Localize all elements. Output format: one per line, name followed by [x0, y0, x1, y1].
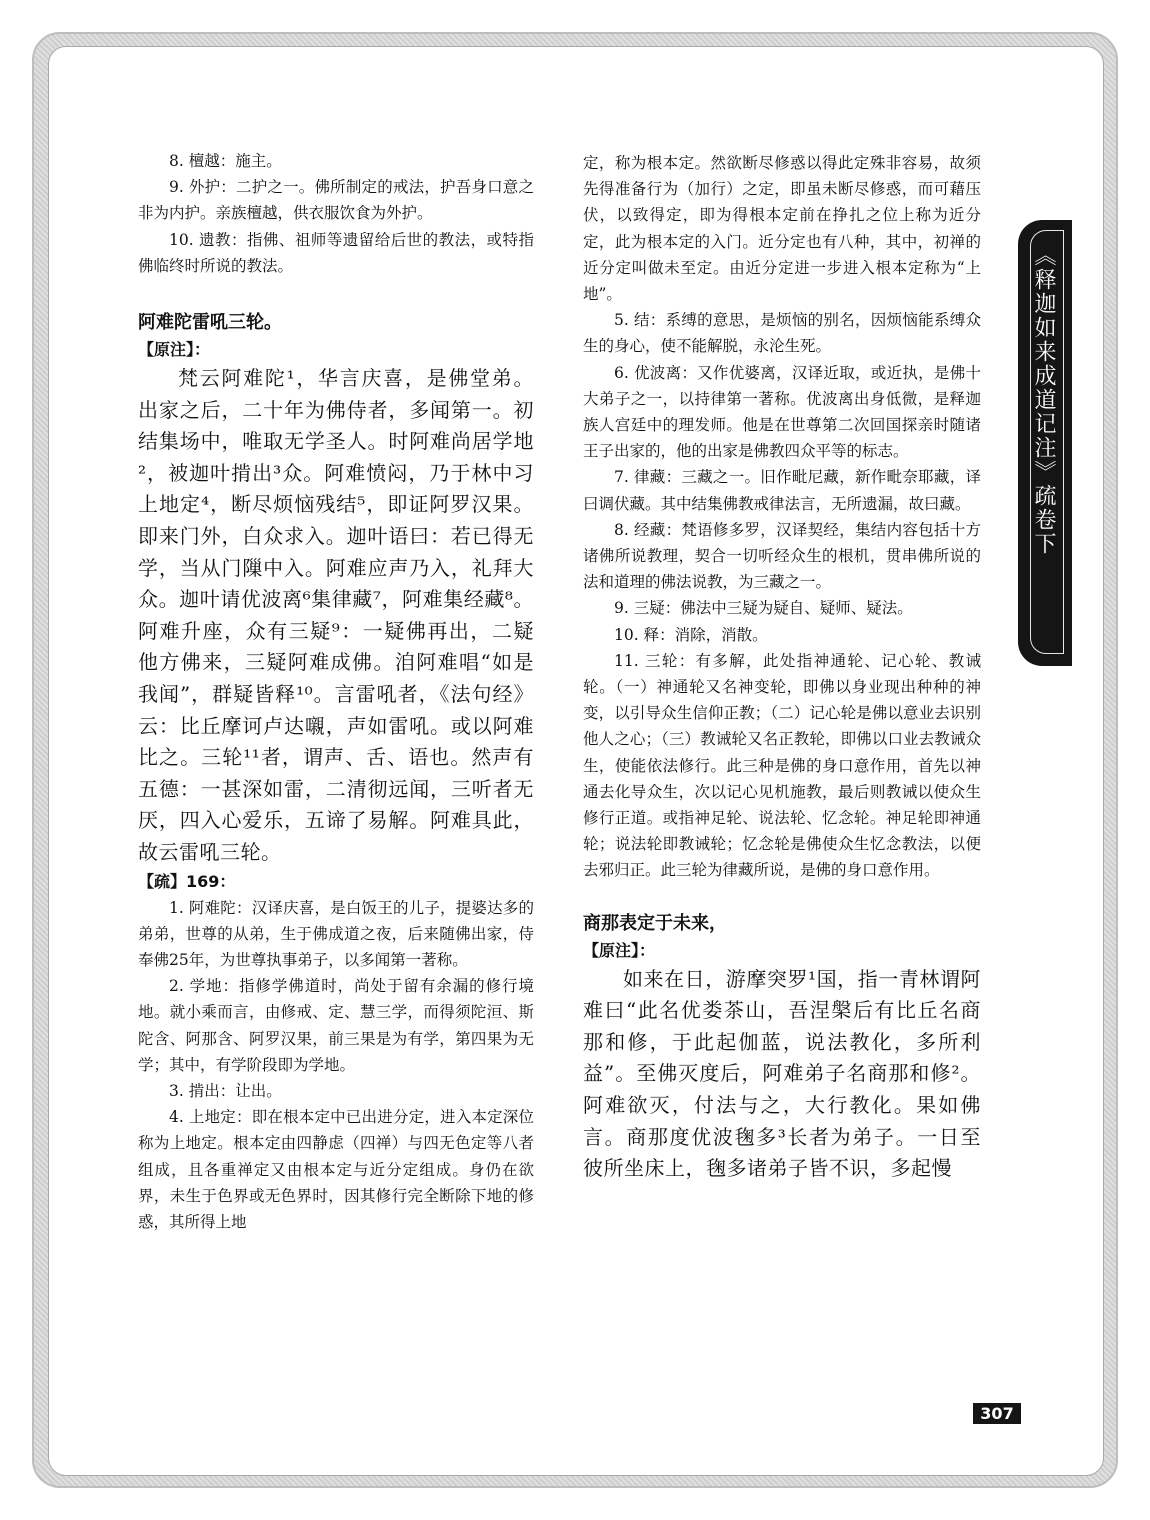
note-item: 1. 阿难陀：汉译庆喜，是白饭王的儿子，提婆达多的弟弟，世尊的从弟，生于佛成道之夜，后来随佛出家，侍奉佛25年，为世尊执事弟子，以多闻第一著称。	[138, 898, 534, 969]
page-number: 307	[973, 1403, 1021, 1424]
side-tab-title: 《释迦如来成道记注》疏卷下	[1031, 244, 1056, 556]
original-note-tag: 【原注】：	[138, 340, 211, 360]
note-item: 8. 经藏：梵语修多罗，汉译契经，集结内容包括十方诸佛所说教理，契合一切听经众生的根机，贯串佛所说的法和道理的佛法说教，为三藏之一。	[583, 520, 981, 592]
note-item: 10. 遗教：指佛、祖师等遗留给后世的教法，或特指佛临终时所说的教法。	[138, 230, 534, 275]
note-item: 10. 释：消除，消散。	[614, 625, 768, 644]
note-item: 定，称为根本定。然欲断尽修惑以得此定殊非容易，故须先得准备行为（加行）之定，即虽未断尽修惑，而可藉压伏，以致得定，即为得根本定前在挣扎之位上称为近分定，此为根本定的入门。近分定也有八种，其中，初禅的近分定叫做未至定。由近分定进一步进入根本定称为“上地”。	[583, 154, 981, 304]
note-item: 11. 三轮：有多解，此处指神通轮、记心轮、教诫轮。（一）神通轮又名神变轮，即佛以身业现出种种的神变，以引导众生信仰正教；（二）记心轮是佛以意业去识别他人之心；（三）教诫轮又名正教轮，即佛以口业去教诫众生，使能依法修行。此三种是佛的身口意作用，首先以神通去化导众生，次以记心见机施教，最后则教诫以使众生修行正道。或指神足轮、说法轮、忆念轮。神足轮即神通轮；说法轮即教诫轮；忆念轮是佛使众生忆念教法，以便去邪归正。此三轮为律藏所说，是佛的身口意作用。	[583, 651, 981, 880]
main-text: 梵云阿难陀¹，华言庆喜，是佛堂弟。出家之后，二十年为佛侍者，多闻第一。初结集场中，唯取无学圣人。时阿难尚居学地²，被迦叶掯出³众。阿难愤闷，乃于林中习上地定⁴，断尽烦恼残结⁵，即证阿罗汉果。即来门外，白众求入。迦叶语曰：若已得无学，当从门隟中入。阿难应声乃入，礼拜大众。迦叶请优波离⁶集律藏⁷，阿难集经藏⁸。阿难升座，众有三疑⁹：一疑佛再出，二疑他方佛来，三疑阿难成佛。洎阿难唱“如是我闻”，群疑皆释¹⁰。言雷吼者，《法句经》云：比丘摩诃卢达嚫，声如雷吼。或以阿难比之。三轮¹¹者，谓声、舌、语也。然声有五德：一甚深如雷，二清彻远闻，三听者无厌，四入心爱乐，五谛了易解。阿难具此，故云雷吼三轮。	[138, 366, 534, 864]
chapter-side-tab	[1018, 220, 1072, 666]
note-item: 5. 结：系缚的意思，是烦恼的别名，因烦恼能系缚众生的身心，使不能解脱，永沦生死。	[583, 311, 981, 356]
section-heading: 商那表定于未来，	[583, 912, 727, 934]
note-item: 4. 上地定：即在根本定中已出进分定，进入本定深位称为上地定。根本定由四静虑（四禅）与四无色定等八者组成，且各重禅定又由根本定与近分定组成。身仍在欲界，未生于色界或无色界时，因其修行完全断除下地的修惑，其所得上地	[138, 1108, 534, 1231]
original-note-tag: 【原注】：	[583, 940, 656, 960]
note-item: 9. 三疑：佛法中三疑为疑自、疑师、疑法。	[614, 599, 913, 618]
note-item: 9. 外护：二护之一。佛所制定的戒法，护吾身口意之非为内护。亲族檀越，供衣服饮食为外护。	[138, 178, 534, 223]
note-item: 7. 律藏：三藏之一。旧作毗尼藏，新作毗奈耶藏，译曰调伏藏。其中结集佛教戒律法言，无所遗漏，故曰藏。	[583, 468, 981, 513]
note-item: 6. 优波离：又作优婆离，汉译近取，或近执，是佛十大弟子之一，以持律第一著称。优波离出身低微，是释迦族人宫廷中的理发师。他是在世尊第二次回国探亲时随诸王子出家的，他的出家是佛教四众平等的标志。	[583, 363, 981, 461]
commentary-tag: 【疏】169：	[138, 871, 236, 891]
main-text: 如来在日，游摩突罗¹国，指一青林谓阿难曰“此名优娄茶山，吾涅槃后有比丘名商那和修，于此起伽蓝，说法教化，多所利益”。至佛灭度后，阿难弟子名商那和修²。阿难欲灭，付法与之，大行教化。果如佛言。商那度优波毱多³长者为弟子。一日至彼所坐床上，毱多诸弟子皆不识，多起慢	[583, 966, 981, 1181]
note-item: 2. 学地：指修学佛道时，尚处于留有余漏的修行境地。就小乘而言，由修戒、定、慧三学，而得须陀洹、斯陀含、阿那含、阿罗汉果，前三果是为有学，第四果为无学；其中，有学阶段即为学地。	[138, 977, 534, 1074]
left-column	[138, 148, 534, 1235]
right-column	[583, 150, 981, 1185]
note-item: 3. 掯出：让出。	[169, 1081, 282, 1100]
note-item: 8. 檀越：施主。	[169, 152, 282, 170]
section-heading: 阿难陀雷吼三轮。	[138, 312, 282, 334]
